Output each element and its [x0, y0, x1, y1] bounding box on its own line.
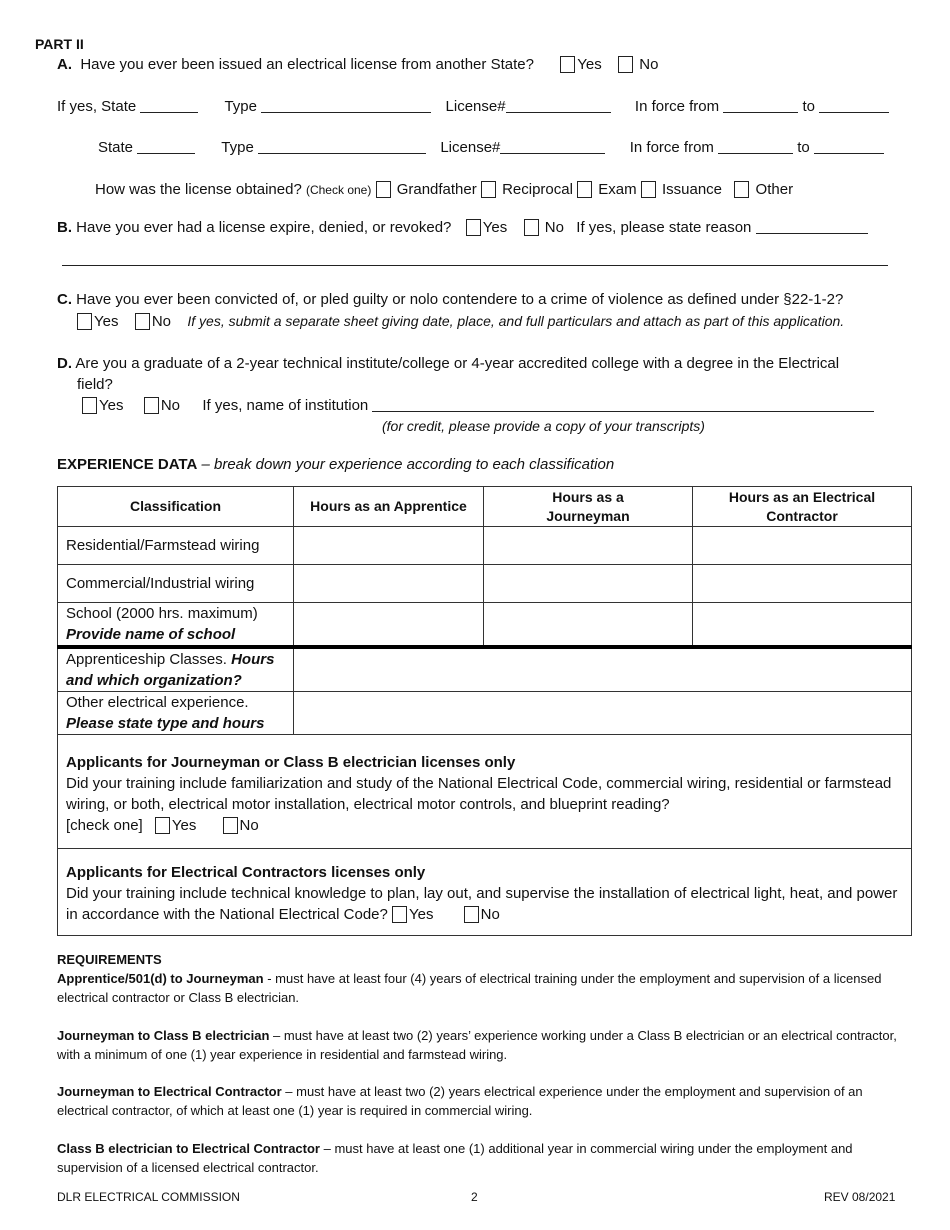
table-row [58, 565, 912, 603]
experience-subtitle: – break down your experience according to each classification [201, 456, 615, 473]
to-label: to [802, 98, 815, 115]
institution-label: If yes, name of institution [202, 397, 369, 414]
row-label: Residential/Farmstead wiring [58, 527, 294, 565]
question-text: Have you ever been convicted of, or pled guilty or nolo contendere to a crime of violence as defined under §22-1-2? [76, 291, 844, 308]
option-label: Exam [598, 181, 637, 198]
option-label: Issuance [661, 181, 723, 198]
column-header: Classification [58, 487, 294, 527]
table-header-row [58, 487, 912, 527]
column-header [693, 487, 912, 527]
requirement-head: Journeyman to Electrical Contractor [57, 1084, 282, 1099]
checkbox-journeyman-yes[interactable] [155, 817, 170, 834]
reason-field-continued[interactable] [62, 265, 888, 266]
requirement-text: – must have at least one (1) additional year in commercial wiring under the employment and supervision of a licensed electrical contractor. [57, 1141, 853, 1175]
journeyman-hours-cell[interactable] [484, 565, 693, 603]
row-label-sub: Please state type and hours [66, 715, 265, 732]
state-label: If yes, State [57, 98, 137, 115]
header-text: Hours as a Journeyman [546, 488, 630, 524]
no-label: No [480, 905, 500, 923]
column-header [484, 487, 693, 527]
from-field-1[interactable] [723, 97, 798, 113]
institution-field[interactable] [372, 396, 874, 412]
transcripts-note: (for credit, please provide a copy of your transcripts) [382, 418, 705, 434]
no-label: No [639, 56, 659, 73]
apprentice-hours-cell[interactable] [294, 603, 484, 648]
row-label-text: School (2000 hrs. maximum) [66, 605, 258, 622]
box-title: Applicants for Electrical Contractors licenses only [66, 863, 426, 881]
requirement-item [57, 969, 902, 1007]
requirement-item [57, 1082, 902, 1120]
option-label: Grandfather [396, 181, 477, 198]
question-c [57, 290, 843, 310]
experience-title: EXPERIENCE DATA [57, 456, 198, 473]
license-line-2 [98, 138, 884, 158]
checkbox-b-no[interactable] [524, 219, 539, 236]
question-text: Are you a graduate of a 2-year technical institute/college or 4-year accredited college with a degree in the Electrical [75, 355, 840, 372]
box-text: Did your training include familiarization and study of the National Electrical Code, commercial wiring, residential or farmstead wiring, or both, electrical motor installation, electrical motor controls, and blueprint reading? [66, 774, 892, 813]
contractor-text [66, 883, 903, 925]
to-field-1[interactable] [819, 97, 889, 113]
footer-left: DLR ELECTRICAL COMMISSION [57, 1190, 240, 1204]
option-label: Reciprocal [502, 181, 573, 198]
requirement-head: Class B electrician to Electrical Contractor [57, 1141, 320, 1156]
question-text-continued: field? [77, 376, 113, 393]
state-field-2[interactable] [137, 138, 195, 154]
table-row [58, 692, 912, 735]
contractor-box-cell [58, 849, 912, 936]
box-text: Did your training include technical knowledge to plan, lay out, and supervise the installation of electrical light, heat, and power in accordance with the National Electrical Code? [66, 884, 898, 923]
checkbox-d-yes[interactable] [82, 397, 97, 414]
license-label: License# [440, 139, 501, 156]
from-field-2[interactable] [718, 138, 793, 154]
question-text: Have you ever had a license expire, denied, or revoked? [76, 219, 452, 236]
checkbox-reciprocal[interactable] [481, 181, 496, 198]
yes-label: Yes [577, 56, 602, 73]
box-title: Applicants for Journeyman or Class B electrician licenses only [66, 753, 516, 771]
row-label-text: Apprenticeship Classes. [66, 651, 227, 668]
requirements-title: REQUIREMENTS [57, 952, 162, 967]
no-label: No [239, 816, 259, 834]
requirement-head: Apprentice/501(d) to Journeyman [57, 971, 264, 986]
journeyman-hours-cell[interactable] [484, 603, 693, 648]
license-label: License# [445, 98, 506, 115]
requirement-item [57, 1139, 902, 1177]
table-row [58, 527, 912, 565]
yes-label: Yes [409, 905, 434, 923]
type-field-2[interactable] [258, 138, 426, 154]
journeyman-box [58, 735, 912, 849]
requirement-text: - must have at least four (4) years of electrical training under the employment and supervision of a licensed electrical contractor or Class B electrician. [57, 971, 882, 1005]
question-letter: D. [57, 355, 72, 372]
license-field-1[interactable] [506, 97, 611, 113]
no-label: No [544, 219, 564, 236]
experience-heading [57, 455, 614, 475]
row-label-text: Other electrical experience. [66, 694, 249, 711]
in-force-label: In force from [634, 98, 720, 115]
yes-label: Yes [99, 397, 124, 414]
question-letter: C. [57, 291, 72, 308]
question-c-note: If yes, submit a separate sheet giving date, place, and full particulars and attach as part of this application. [187, 313, 845, 329]
header-text: Hours as an Electrical Contractor [728, 488, 876, 524]
row-label-bold: Hours [231, 651, 275, 668]
row-label: Commercial/Industrial wiring [58, 565, 294, 603]
check-label: [check one] [66, 816, 143, 834]
requirement-item [57, 1026, 902, 1064]
obtained-label: How was the license obtained? [95, 181, 302, 198]
row-label [58, 692, 294, 735]
checkbox-b-yes[interactable] [466, 219, 481, 236]
footer-revision: REV 08/2021 [824, 1190, 896, 1204]
requirement-head: Journeyman to Class B electrician [57, 1028, 270, 1043]
checkbox-exam[interactable] [577, 181, 592, 198]
row-label [58, 603, 294, 648]
table-row [58, 603, 912, 648]
type-label: Type [224, 98, 257, 115]
question-d-answers [82, 396, 874, 416]
in-force-label: In force from [629, 139, 714, 156]
question-c-answers [77, 311, 844, 332]
checkbox-issuance[interactable] [641, 181, 656, 198]
contractor-hours-cell[interactable] [693, 527, 912, 565]
journeyman-box-cell [58, 735, 912, 849]
apprentice-hours-cell[interactable] [294, 527, 484, 565]
apprenticeship-classes-cell[interactable] [294, 647, 912, 692]
checkbox-grandfather[interactable] [376, 181, 391, 198]
question-text: Have you ever been issued an electrical license from another State? [80, 56, 534, 73]
question-letter: B. [57, 219, 72, 236]
type-label: Type [221, 139, 254, 156]
checkbox-c-yes[interactable] [77, 313, 92, 330]
license-field-2[interactable] [500, 138, 605, 154]
checkbox-contractor-yes[interactable] [392, 906, 407, 923]
row-label-sub: and which organization? [66, 672, 242, 689]
other-experience-cell[interactable] [294, 692, 912, 735]
state-field-1[interactable] [140, 97, 198, 113]
table-row [58, 647, 912, 692]
apprentice-hours-cell[interactable] [294, 565, 484, 603]
license-line-1 [57, 97, 889, 117]
to-field-2[interactable] [814, 138, 884, 154]
contractor-box [58, 849, 912, 936]
checkbox-a-yes[interactable] [560, 56, 575, 73]
obtained-hint: (Check one) [305, 183, 372, 197]
checkbox-c-no[interactable] [135, 313, 150, 330]
checkbox-a-no[interactable] [618, 56, 633, 73]
yes-label: Yes [94, 313, 119, 330]
no-label: No [160, 397, 181, 414]
journeyman-hours-cell[interactable] [484, 527, 693, 565]
question-b [57, 218, 868, 238]
question-letter: A. [57, 56, 72, 73]
option-label: Other [755, 181, 794, 198]
experience-table [57, 486, 912, 936]
question-a [57, 55, 658, 75]
part-title: PART II [35, 36, 84, 52]
checkbox-d-no[interactable] [144, 397, 159, 414]
row-label [58, 647, 294, 692]
contractor-hours-cell[interactable] [693, 603, 912, 648]
state-label: State [98, 139, 134, 156]
type-field-1[interactable] [261, 97, 431, 113]
yes-label: Yes [482, 219, 508, 236]
license-obtained-line [95, 180, 793, 200]
checkbox-contractor-no[interactable] [464, 906, 479, 923]
reason-field[interactable] [756, 218, 868, 234]
requirement-text: – must have at least two (2) years electrical experience under the employment and supervision of an electrical contractor, of which at least one (1) year is required in commercial wiring. [57, 1084, 863, 1118]
question-d [57, 354, 839, 374]
requirement-text: – must have at least two (2) years’ experience working under a Class B electrician or an electrical contractor, with a minimum of one (1) year experience in residential and farmstead wiring. [57, 1028, 897, 1062]
row-label-sub: Provide name of school [66, 626, 236, 643]
checkbox-other[interactable] [734, 181, 749, 198]
no-label: No [151, 313, 172, 330]
checkbox-journeyman-no[interactable] [223, 817, 238, 834]
yes-label: Yes [171, 816, 197, 834]
page-number: 2 [471, 1190, 478, 1204]
reason-label: If yes, please state reason [576, 219, 752, 236]
to-label: to [797, 139, 810, 156]
column-header: Hours as an Apprentice [294, 487, 484, 527]
contractor-hours-cell[interactable] [693, 565, 912, 603]
journeyman-answers [66, 815, 903, 836]
